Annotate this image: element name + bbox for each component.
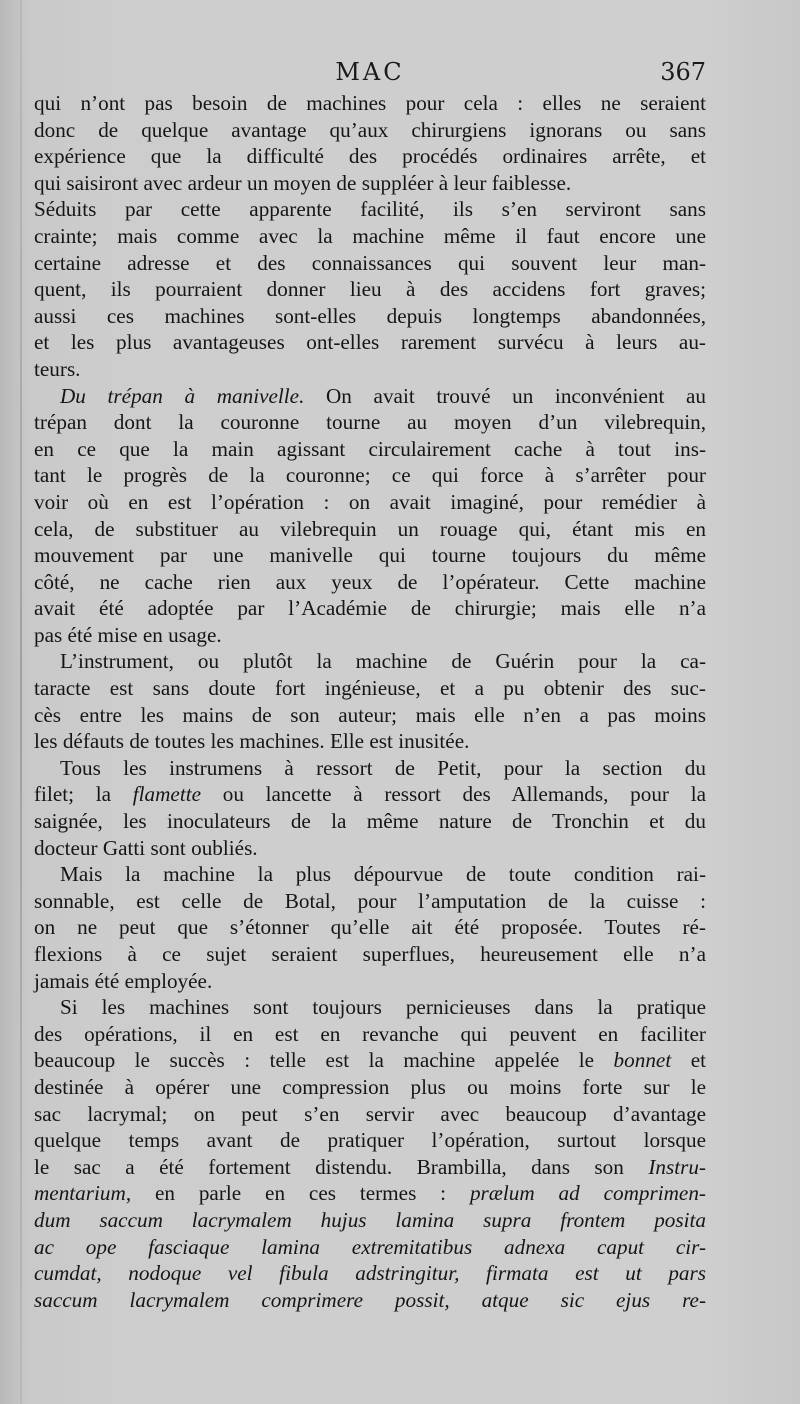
text-line (34, 1074, 706, 1101)
text-line (34, 1234, 706, 1261)
text-line (34, 117, 706, 144)
text-line (34, 1180, 706, 1207)
text-line (34, 888, 706, 915)
text-run: On avait trouvé un inconvénient au (304, 383, 706, 408)
text-run: pas été mise en usage. (34, 622, 222, 647)
running-head: MAC (335, 58, 405, 86)
italic-text: Du trépan à manivelle. (60, 383, 305, 408)
text-run: voir où en est l’opération : on avait imaginé, pour remédier à (34, 489, 706, 514)
text-line (34, 675, 706, 702)
text-run: en ce que la main agissant circulairement cache à tout ins- (34, 436, 706, 461)
text-line (34, 622, 706, 649)
italic-text: bonnet (613, 1048, 672, 1073)
text-run: Si les machines sont toujours pernicieuses dans la pratique (60, 995, 706, 1020)
text-run: saignée, les inoculateurs de la même nature de Tronchin et du (34, 809, 706, 834)
text-run: qui n’ont pas besoin de machines pour cela : elles ne seraient (34, 91, 706, 115)
text-run: L’instrument, ou plutôt la machine de Guérin pour la ca- (60, 649, 706, 674)
text-run: aussi ces machines sont-elles depuis longtemps abandonnées, (34, 303, 706, 328)
text-run: destinée à opérer une compression plus ou moins forte sur le (34, 1074, 706, 1099)
text-line (34, 303, 706, 330)
text-run: donc de quelque avantage qu’aux chirurgiens ignorans ou sans (34, 117, 706, 142)
italic-text: prælum ad comprimen- (469, 1181, 706, 1206)
text-line (34, 489, 706, 516)
text-run: avait été adoptée par l’Académie de chirurgie; mais elle n’a (34, 596, 706, 621)
text-run: et les plus avantageuses ont-elles rarement survécu à leurs au- (34, 330, 706, 355)
text-run: cela, de substituer au vilebrequin un rouage qui, étant mis en (34, 516, 706, 541)
text-line (34, 170, 706, 197)
text-run: quent, ils pourraient donner lieu à des accidens fort graves; (34, 277, 706, 302)
text-run: , en parle en ces termes : (125, 1181, 470, 1206)
text-line (34, 329, 706, 356)
text-run: quelque temps avant de pratiquer l’opération, surtout lorsque (34, 1128, 706, 1153)
text-line (34, 835, 706, 862)
text-line (34, 1047, 706, 1074)
text-run: expérience que la difficulté des procédés ordinaires arrête, et (34, 144, 706, 169)
text-line (34, 1101, 706, 1128)
body-text (34, 90, 706, 1313)
text-run: Tous les instrumens à ressort de Petit, pour la section du (60, 755, 706, 780)
text-line (34, 542, 706, 569)
text-line (34, 781, 706, 808)
text-line (34, 941, 706, 968)
text-run: docteur Gatti sont oubliés. (34, 835, 258, 860)
text-run: les défauts de toutes les machines. Elle est inusitée. (34, 729, 470, 754)
text-run: on ne peut que s’étonner qu’elle ait été proposée. Toutes ré- (34, 915, 706, 940)
text-run: le sac a été fortement distendu. Brambilla, dans son (34, 1154, 649, 1179)
text-line (34, 994, 706, 1021)
text-line (34, 143, 706, 170)
page-gutter-shadow (20, 0, 22, 1404)
text-line (34, 462, 706, 489)
text-run: sonnable, est celle de Botal, pour l’amputation de la cuisse : (34, 888, 706, 913)
text-line (34, 914, 706, 941)
text-run: taracte est sans doute fort ingénieuse, et a pu obtenir des suc- (34, 676, 706, 701)
text-run: Séduits par cette apparente facilité, ils s’en serviront sans (34, 197, 706, 222)
italic-text: dum saccum lacrymalem hujus lamina supra frontem posita (34, 1207, 706, 1232)
text-line (34, 1260, 706, 1287)
italic-text: mentarium (34, 1181, 126, 1206)
text-line (34, 755, 706, 782)
text-run: ou lancette à ressort des Allemands, pour la (201, 782, 707, 807)
text-run: mouvement par une manivelle qui tourne toujours du même (34, 543, 706, 568)
italic-text: flamette (132, 782, 201, 807)
text-run: côté, ne cache rien aux yeux de l’opérateur. Cette machine (34, 569, 706, 594)
text-line (34, 250, 706, 277)
text-run: cès entre les mains de son auteur; mais elle n’en a pas moins (34, 702, 706, 727)
text-line (34, 356, 706, 383)
text-run: qui saisiront avec ardeur un moyen de suppléer à leur faiblesse. (34, 170, 572, 195)
text-line (34, 196, 706, 223)
text-line (34, 1021, 706, 1048)
text-run: des opérations, il en est en revanche qui peuvent en faciliter (34, 1021, 706, 1046)
text-line (34, 569, 706, 596)
text-line (34, 861, 706, 888)
text-run: et (671, 1048, 706, 1073)
text-line (34, 383, 706, 410)
text-run: trépan dont la couronne tourne au moyen d’un vilebrequin, (34, 410, 706, 435)
text-run: flexions à ce sujet seraient superflues, heureusement elle n’a (34, 942, 706, 966)
text-line (34, 595, 706, 622)
italic-text: saccum lacrymalem comprimere possit, atque sic ejus re- (34, 1287, 706, 1312)
text-line (34, 1127, 706, 1154)
text-line (34, 702, 706, 729)
text-run: teurs. (34, 356, 81, 381)
text-run: sac lacrymal; on peut s’en servir avec beaucoup d’avantage (34, 1101, 706, 1126)
italic-text: Instru- (648, 1154, 706, 1179)
text-run: crainte; mais comme avec la machine même il faut encore une (34, 223, 706, 248)
text-line (34, 516, 706, 543)
text-line (34, 808, 706, 835)
text-line (34, 409, 706, 436)
page-header (34, 58, 706, 92)
text-line (34, 223, 706, 250)
text-run: certaine adresse et des connaissances qui souvent leur man- (34, 250, 706, 275)
text-line (34, 648, 706, 675)
text-line (34, 436, 706, 463)
text-line (34, 1154, 706, 1181)
text-run: filet; la (34, 782, 133, 807)
text-line (34, 90, 706, 117)
text-run: tant le progrès de la couronne; ce qui force à s’arrêter pour (34, 463, 706, 488)
text-line (34, 968, 706, 995)
text-line (34, 1287, 706, 1314)
text-run: Mais la machine la plus dépourvue de toute condition rai- (60, 862, 706, 887)
page-number: 367 (660, 58, 706, 86)
text-line (34, 276, 706, 303)
text-line (34, 728, 706, 755)
text-run: beaucoup le succès : telle est la machine appelée le (34, 1048, 614, 1073)
italic-text: cumdat, nodoque vel fibula adstringitur, firmata est ut pars (34, 1261, 706, 1286)
text-line (34, 1207, 706, 1234)
text-run: jamais été employée. (34, 968, 213, 993)
italic-text: ac ope fasciaque lamina extremitatibus adnexa caput cir- (34, 1234, 706, 1259)
